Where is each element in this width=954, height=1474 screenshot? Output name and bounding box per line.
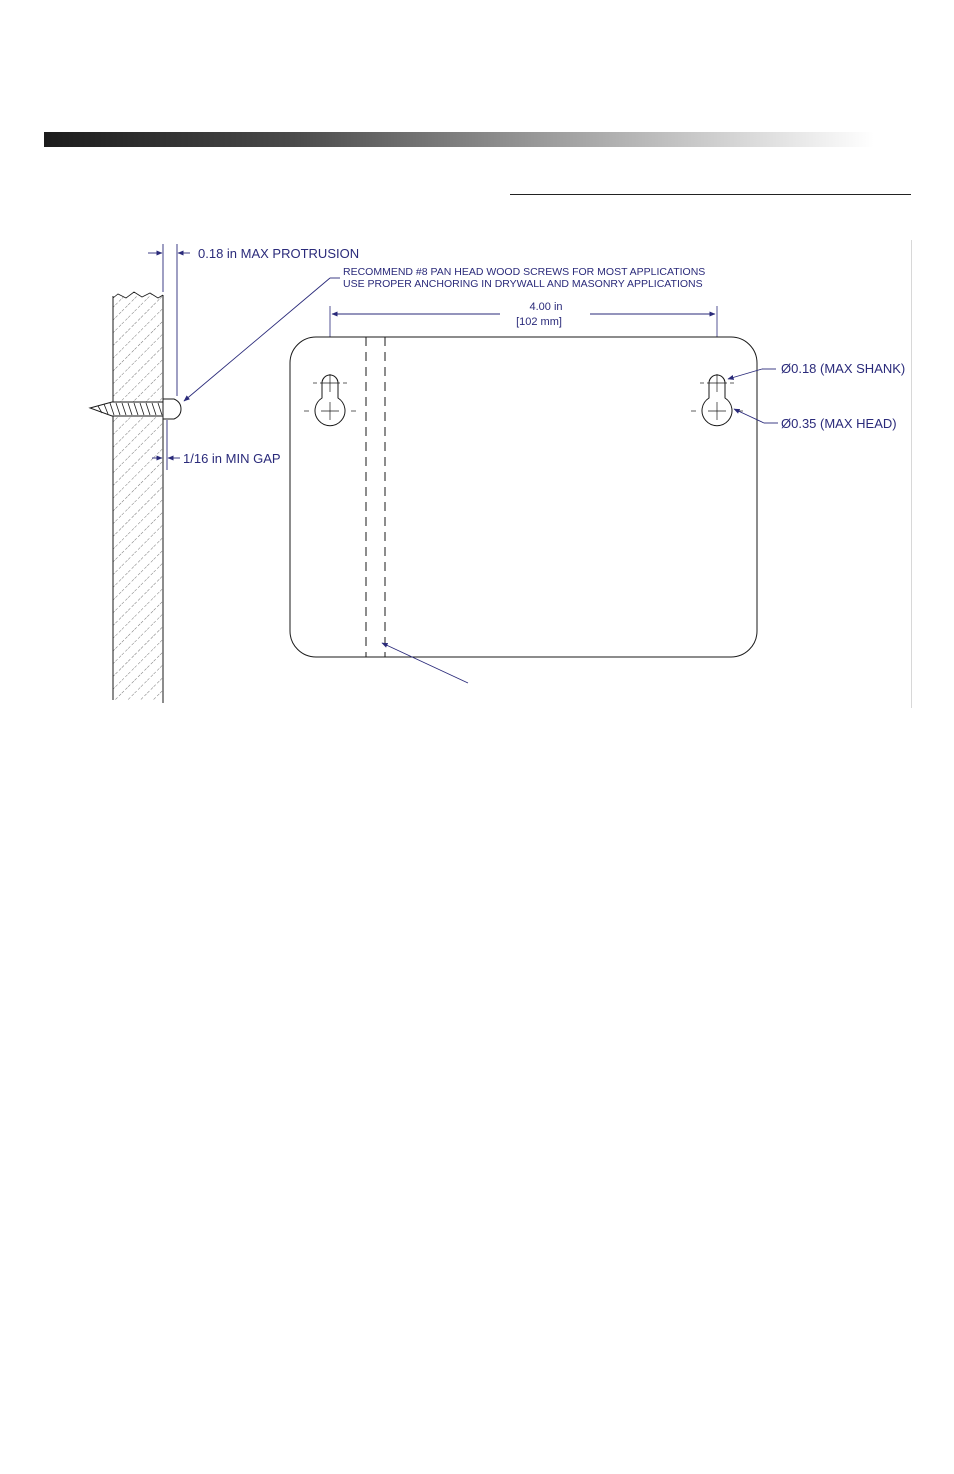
screw — [90, 399, 181, 419]
mounting-plate — [290, 337, 757, 657]
wall-section — [113, 292, 163, 703]
screw-note-line-2: USE PROPER ANCHORING IN DRYWALL AND MASONRY APPLICATIONS — [343, 278, 703, 290]
min-gap-label: 1/16 in MIN GAP — [183, 451, 281, 466]
head-label: Ø0.35 (MAX HEAD) — [781, 416, 897, 431]
shank-label: Ø0.18 (MAX SHANK) — [781, 361, 906, 376]
spacing-inches-label: 4.00 in — [529, 301, 563, 313]
spacing-mm-label: [102 mm] — [516, 316, 562, 328]
screw-note-line-1: RECOMMEND #8 PAN HEAD WOOD SCREWS FOR MOST APPLICATIONS — [343, 266, 706, 278]
protrusion-label: 0.18 in MAX PROTRUSION — [198, 246, 360, 261]
